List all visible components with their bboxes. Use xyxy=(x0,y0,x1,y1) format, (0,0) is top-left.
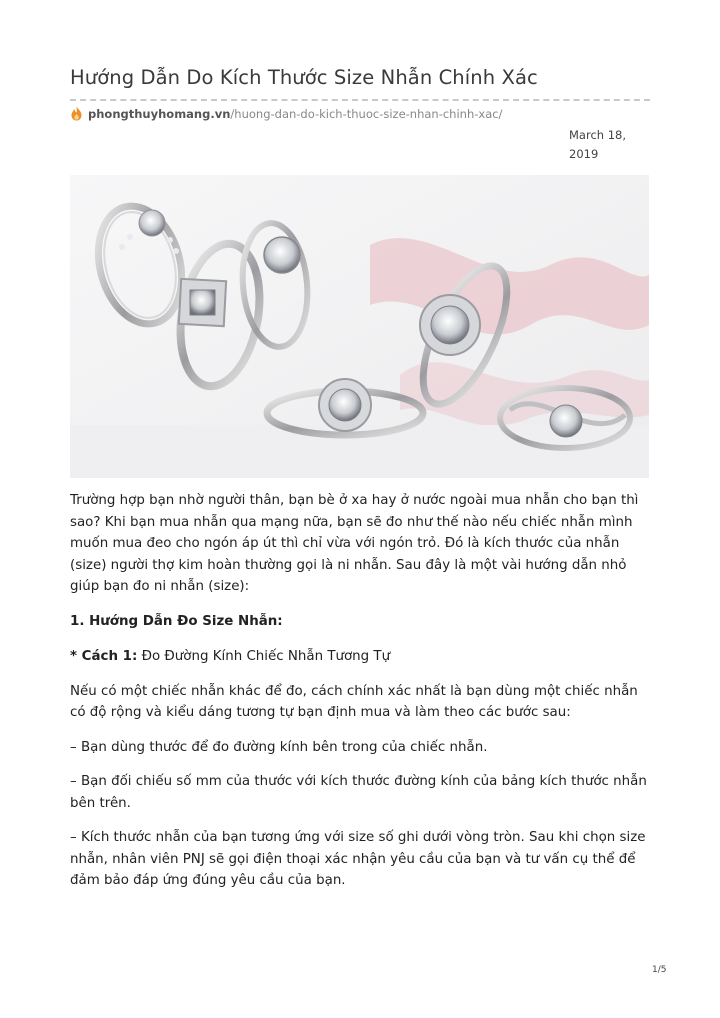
publish-date xyxy=(569,126,649,164)
source-domain[interactable]: phongthuyhomang.vn xyxy=(88,106,231,121)
flame-icon xyxy=(70,106,83,121)
title-divider xyxy=(70,99,650,101)
method-1-text: Đo Đường Kính Chiếc Nhẫn Tương Tự xyxy=(137,649,391,664)
date-line-1: March 18, xyxy=(569,128,627,142)
page-number: 1/5 xyxy=(652,965,667,975)
source-url[interactable] xyxy=(70,106,502,121)
source-path[interactable]: /huong-dan-do-kich-thuoc-size-nhan-chinh-xac/ xyxy=(230,106,503,121)
section-heading: 1. Hướng Dẫn Đo Size Nhẫn: xyxy=(70,613,283,629)
rings-photo xyxy=(70,175,649,478)
step-1: – Bạn dùng thước để đo đường kính bên trong của chiếc nhẫn. xyxy=(70,739,488,755)
page-title: Hướng Dẫn Do Kích Thước Size Nhẫn Chính Xác xyxy=(70,66,538,89)
article-body xyxy=(70,490,650,905)
method-1-label: * Cách 1: xyxy=(70,649,138,664)
step-2: – Bạn đối chiếu số mm của thước với kích thước đường kính của bảng kích thước nhẫn bên trên. xyxy=(70,774,647,811)
intro-paragraph: Trường hợp bạn nhờ người thân, bạn bè ở xa hay ở nước ngoài mua nhẫn cho bạn thì sao? Khi bạn mua nhẫn qua mạng nữa, bạn sẽ đo như thế nào nếu chiếc nhẫn mình muốn mua đeo cho ngón áp út thì chỉ vừa với ngón trỏ. Đó là kích thước của nhẫn (size) người thợ kim hoàn thường gọi là ni nhẫn. Sau đây là một vài hướng dẫn nhỏ giúp bạn đo ni nhẫn (size): xyxy=(70,493,639,594)
method-1-line xyxy=(70,646,650,668)
step-3: – Kích thước nhẫn của bạn tương ứng với size số ghi dưới vòng tròn. Sau khi chọn size nhẫn, nhân viên PNJ sẽ gọi điện thoại xác nhận yêu cầu của bạn và tư vấn cụ thể để đảm bảo đáp ứng đúng yêu cầu của bạn. xyxy=(70,830,646,888)
method-1-description: Nếu có một chiếc nhẫn khác để đo, cách chính xác nhất là bạn dùng một chiếc nhẫn có độ rộng và kiểu dáng tương tự bạn định mua và làm theo các bước sau: xyxy=(70,683,638,720)
date-line-2: 2019 xyxy=(569,147,599,161)
